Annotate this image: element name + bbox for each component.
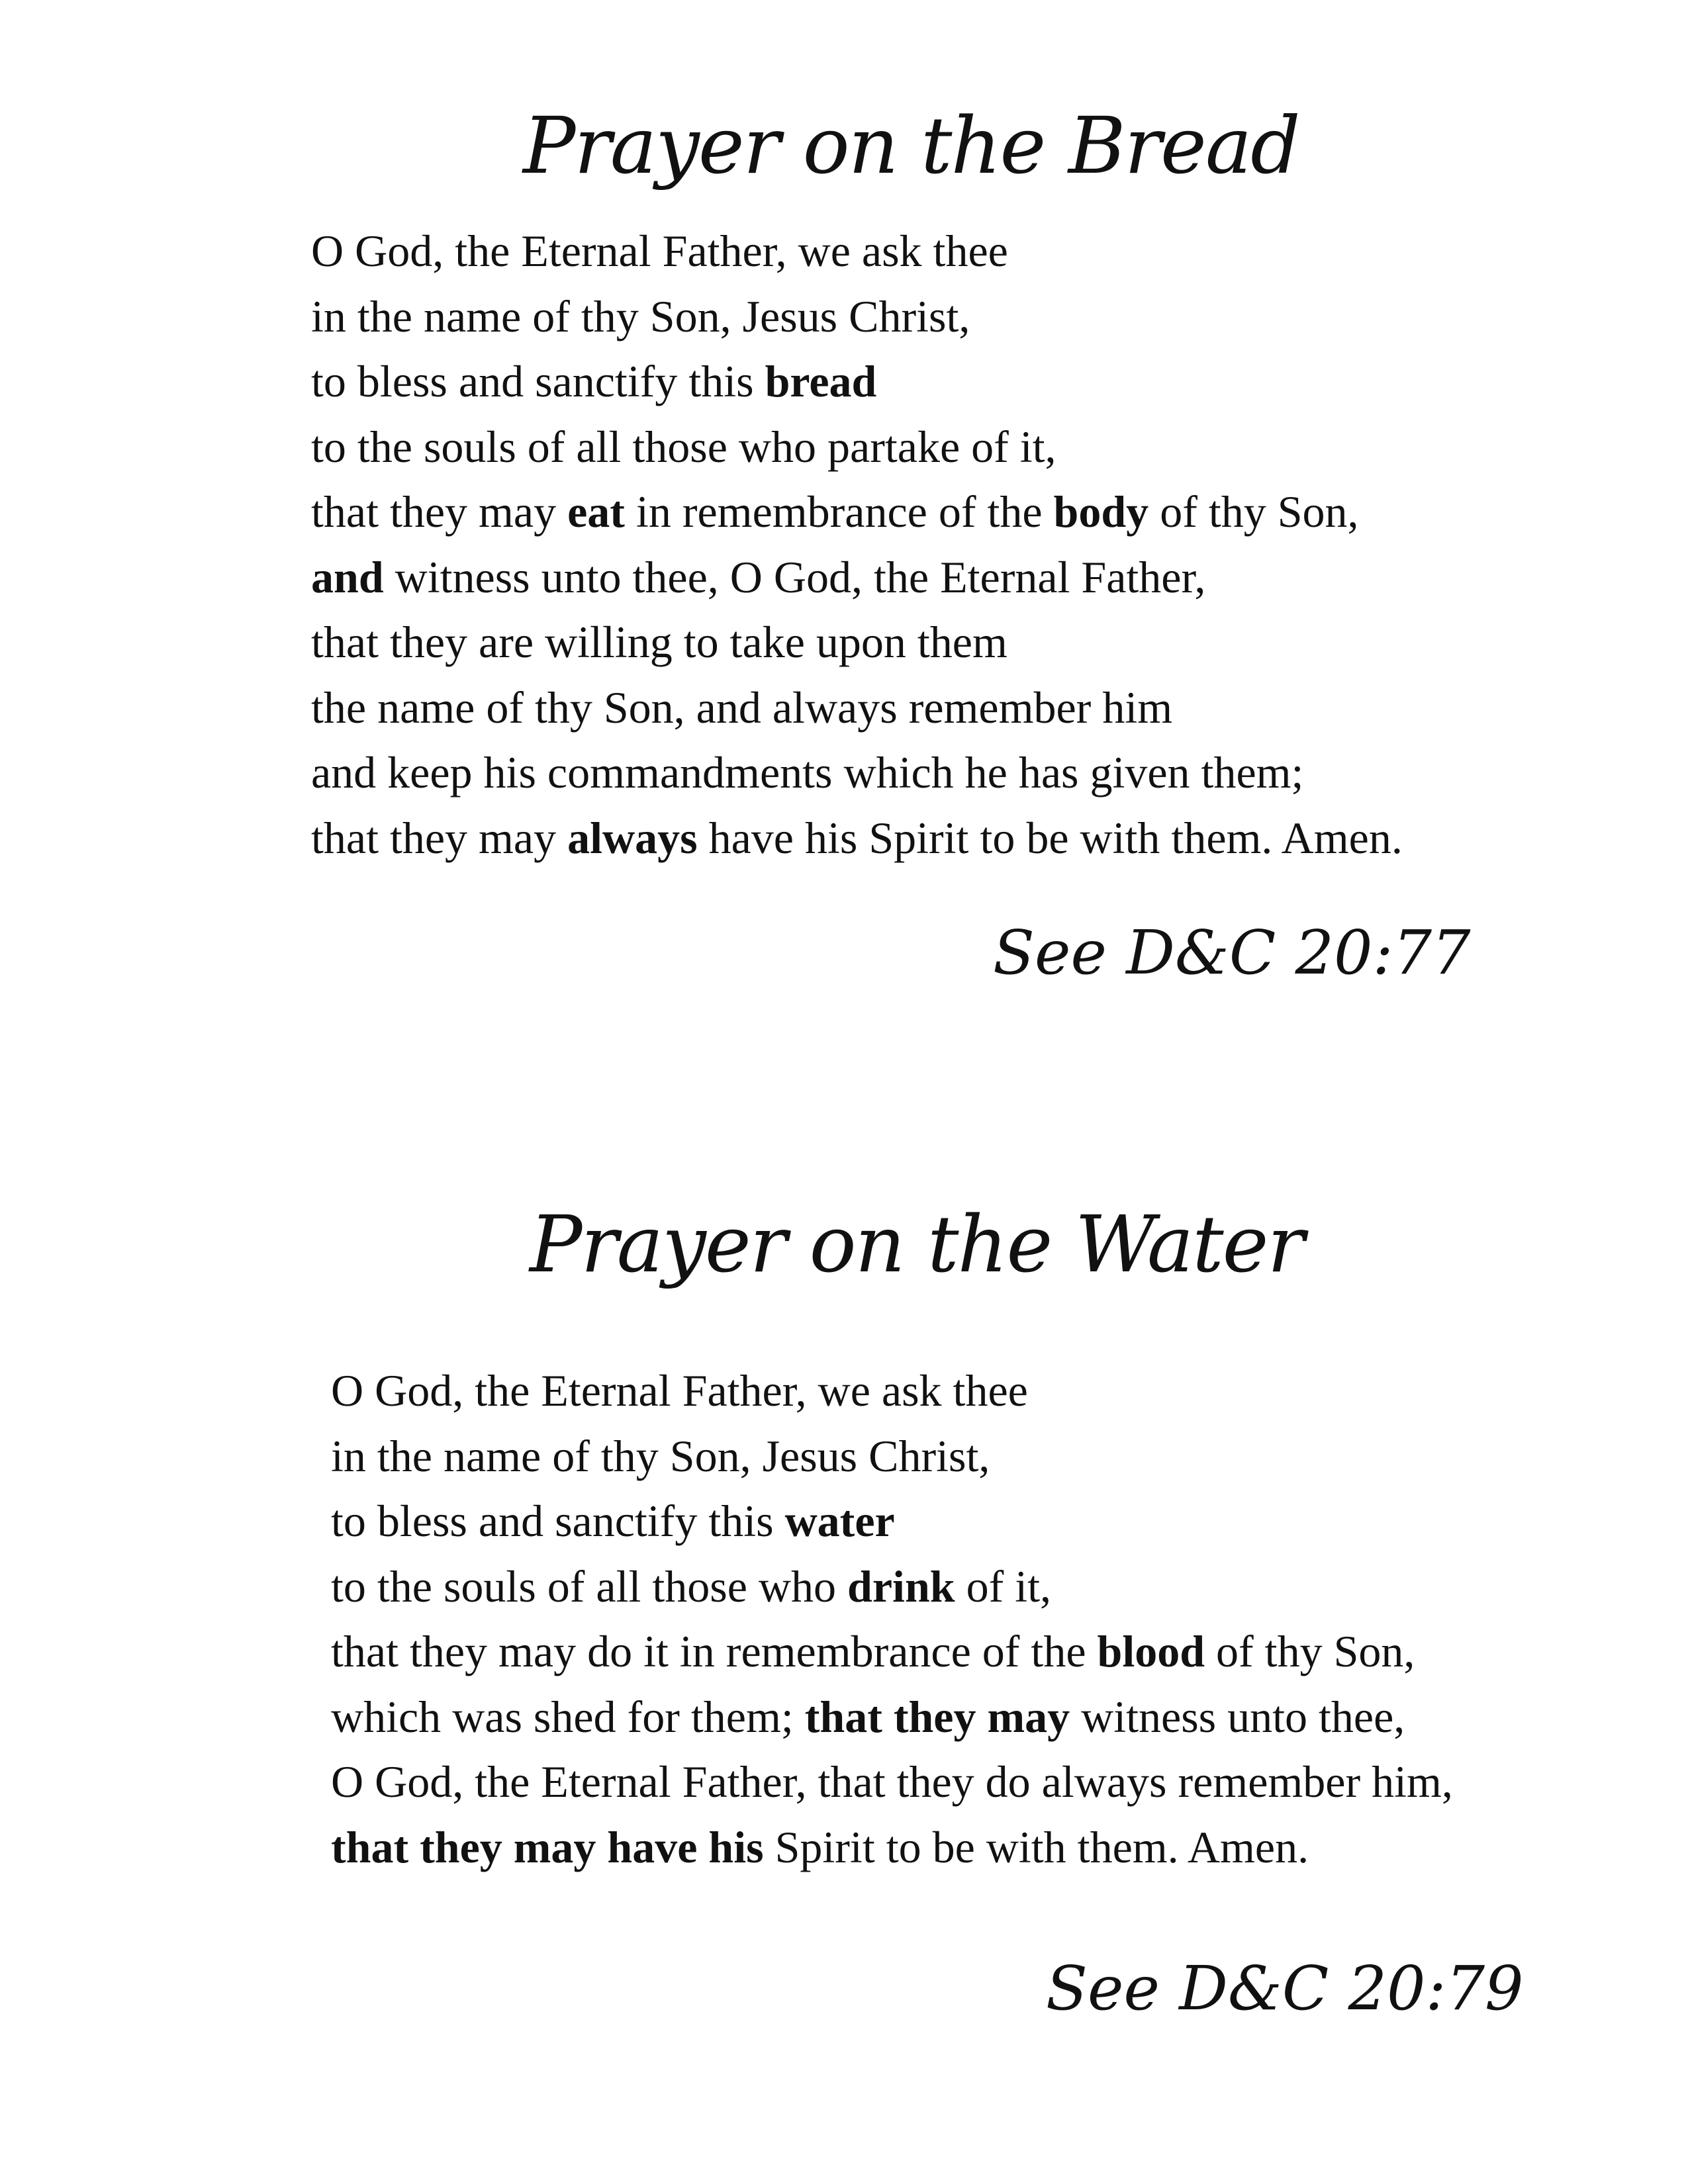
prayer-line: [311, 479, 1403, 545]
prayer-line: [311, 545, 1403, 610]
prayer-text-segment: witness unto thee, O God, the Eternal Father,: [383, 551, 1206, 602]
bread-prayer-text: [311, 218, 1403, 870]
prayer-text-segment: in the name of thy Son, Jesus Christ,: [311, 291, 970, 341]
prayer-text-segment: to the souls of all those who: [331, 1561, 848, 1612]
prayer-line: [331, 1358, 1453, 1424]
prayer-text-segment: that they may: [311, 812, 568, 863]
prayer-line: [331, 1554, 1453, 1619]
emphasized-text: bread: [765, 356, 877, 406]
prayer-text-segment: O God, the Eternal Father, we ask thee: [331, 1365, 1028, 1416]
emphasized-text: that they may have his: [331, 1821, 764, 1872]
water-prayer-reference: See D&C 20:79: [1046, 1953, 1524, 2024]
prayer-text-segment: of thy Son,: [1149, 486, 1359, 537]
prayer-text-segment: in the name of thy Son, Jesus Christ,: [331, 1430, 990, 1481]
prayer-line: [311, 740, 1403, 805]
water-prayer-text: [331, 1358, 1453, 1880]
emphasized-text: drink: [847, 1561, 955, 1612]
water-prayer-title: Prayer on the Water: [530, 1199, 1303, 1290]
emphasized-text: that they may: [804, 1691, 1070, 1742]
bread-prayer-title: Prayer on the Bread: [523, 100, 1299, 191]
emphasized-text: and: [311, 551, 384, 602]
prayer-text-segment: of thy Son,: [1205, 1626, 1415, 1676]
prayer-line: [331, 1619, 1453, 1684]
prayer-line: [311, 414, 1403, 480]
emphasized-text: water: [784, 1496, 895, 1546]
emphasized-text: always: [567, 812, 698, 863]
prayer-text-segment: that they may do it in remembrance of the: [331, 1626, 1098, 1676]
emphasized-text: blood: [1097, 1626, 1205, 1676]
prayer-text-segment: of it,: [955, 1561, 1052, 1612]
prayer-text-segment: witness unto thee,: [1070, 1691, 1405, 1742]
prayer-text-segment: Spirit to be with them. Amen.: [763, 1821, 1309, 1872]
prayer-text-segment: and keep his commandments which he has given them;: [311, 747, 1304, 797]
prayer-text-segment: O God, the Eternal Father, that they do always remember him,: [331, 1756, 1453, 1807]
emphasized-text: eat: [567, 486, 625, 537]
prayer-line: [311, 675, 1403, 741]
prayer-line: [311, 349, 1403, 414]
prayer-line: [311, 284, 1403, 349]
prayer-text-segment: have his Spirit to be with them. Amen.: [697, 812, 1403, 863]
prayer-text-segment: to bless and sanctify this: [311, 356, 765, 406]
bread-prayer-reference: See D&C 20:77: [993, 917, 1471, 988]
prayer-text-segment: the name of thy Son, and always remember him: [311, 682, 1173, 733]
prayer-text-segment: that they are willing to take upon them: [311, 617, 1008, 667]
prayer-line: [311, 218, 1403, 284]
prayer-text-segment: to bless and sanctify this: [331, 1496, 785, 1546]
prayer-text-segment: that they may: [311, 486, 568, 537]
prayer-text-segment: O God, the Eternal Father, we ask thee: [311, 226, 1008, 276]
prayer-line: [311, 610, 1403, 675]
prayer-line: [331, 1488, 1453, 1554]
prayer-line: [311, 805, 1403, 871]
prayer-text-segment: which was shed for them;: [331, 1691, 805, 1742]
prayer-text-segment: in remembrance of the: [624, 486, 1054, 537]
prayer-line: [331, 1424, 1453, 1489]
prayer-line: [331, 1684, 1453, 1750]
prayer-line: [331, 1815, 1453, 1880]
emphasized-text: body: [1053, 486, 1149, 537]
prayer-text-segment: to the souls of all those who partake of it,: [311, 421, 1056, 472]
prayer-line: [331, 1749, 1453, 1815]
